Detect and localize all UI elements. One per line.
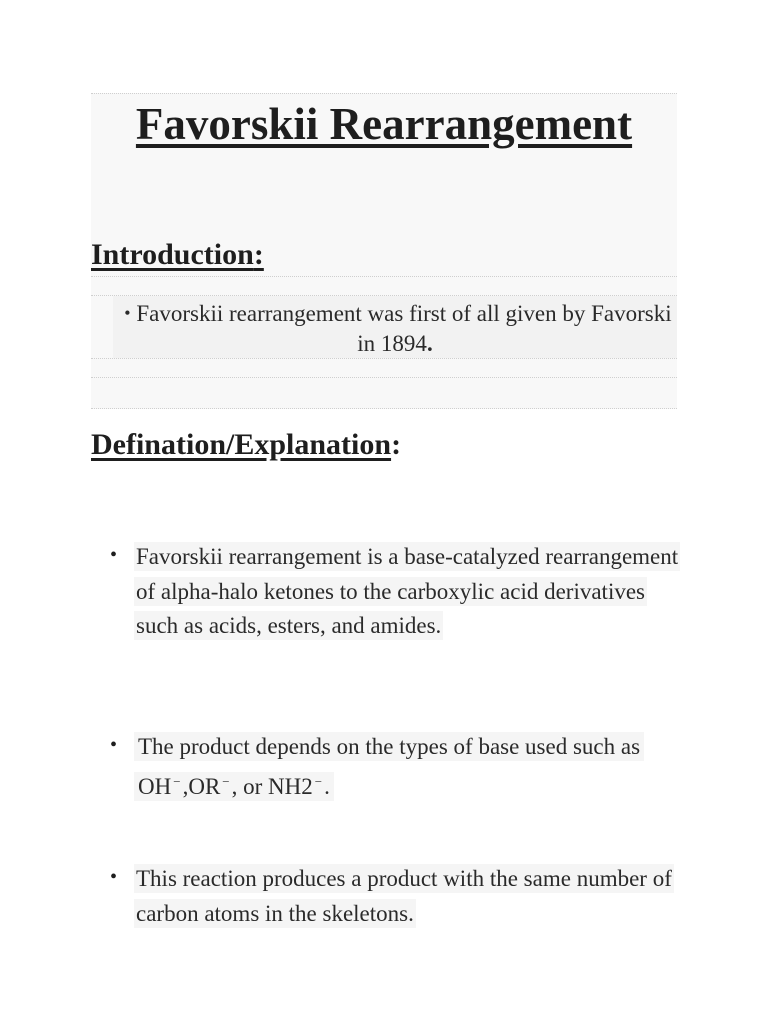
bullet-2-part: ,OR [182, 773, 221, 799]
introduction-heading-text: Introduction [91, 238, 254, 271]
definition-bullet-3-text: This reaction produces a product with the same number of carbon atoms in the skeletons. [136, 866, 672, 926]
dotted-rule [91, 408, 677, 409]
dotted-rule [91, 276, 677, 277]
bullet-dot: • [110, 866, 118, 888]
definition-bullet-2-text [134, 732, 644, 801]
introduction-heading-colon: : [253, 238, 264, 271]
definition-heading-text: Defination/Explanation [91, 428, 392, 461]
definition-heading [91, 428, 401, 462]
introduction-bullet-period: . [426, 331, 433, 356]
definition-heading-colon: : [391, 428, 402, 461]
bullet-2-part: . [324, 773, 330, 799]
definition-bullet-1-text: Favorskii rearrangement is a base-catalyzed rearrangement of alpha-halo ketones to the carboxylic acid derivatives such as acids, esters, and amides. [136, 544, 679, 638]
bullet-2-part: , or NH2 [231, 773, 313, 799]
introduction-heading [91, 238, 264, 272]
bullet-dot: • [110, 544, 118, 566]
page-title: Favorskii Rearrangement [135, 99, 633, 149]
superscript-minus: − [314, 773, 323, 789]
superscript-minus: − [173, 773, 181, 789]
bullet-dot: • [110, 734, 118, 756]
introduction-bullet-text: Favorskii rearrangement was first of all given by Favorski in 1894 [136, 301, 672, 356]
bullet-2-part: The product depends on the types of base used such as OH [138, 734, 641, 799]
bullet-dot: • [124, 303, 131, 323]
dotted-rule [91, 377, 677, 378]
superscript-minus: − [222, 773, 230, 789]
introduction-bullet [113, 298, 677, 359]
